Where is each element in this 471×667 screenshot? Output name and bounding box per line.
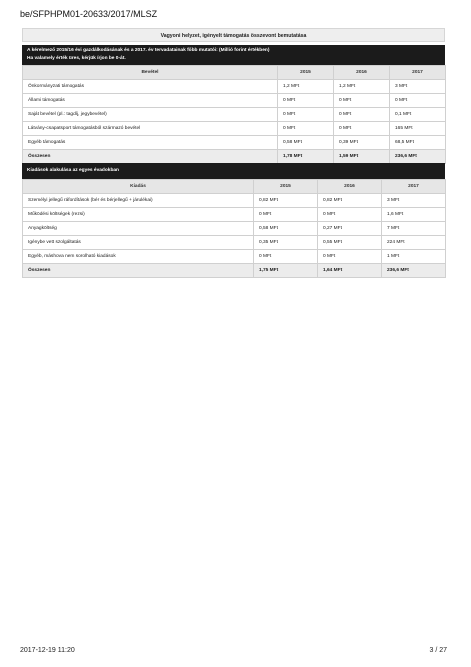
cell-2016: 1,2 MFt — [334, 80, 390, 94]
expense-table — [22, 179, 446, 278]
cell-2016: 0 MFt — [318, 208, 382, 222]
income-header-row — [23, 66, 446, 80]
income-header-line1: A kérelmező 2015/16 évi gazdálkodásának és a 2017. év tervadatainak főbb mutatói: (Millió forint értékben) — [27, 48, 270, 53]
row-label: Egyéb, máshova nem sorolható kiadások — [23, 250, 254, 264]
total-2015: 1,75 MFt — [254, 264, 318, 278]
income-col-2017: 2017 — [390, 66, 446, 80]
table-row — [23, 222, 446, 236]
cell-2015: 0,58 MFt — [278, 136, 334, 150]
cell-2015: 0 MFt — [278, 108, 334, 122]
cell-2016: 0,27 MFt — [318, 222, 382, 236]
row-label: Önkormányzati támogatás — [23, 80, 278, 94]
table-row — [23, 250, 446, 264]
cell-2017: 165 MFt — [390, 122, 446, 136]
row-label: Egyéb támogatás — [23, 136, 278, 150]
cell-2017: 3 MFt — [382, 194, 446, 208]
row-label: Állami támogatás — [23, 94, 278, 108]
cell-2017: 68,5 MFt — [390, 136, 446, 150]
table-row — [23, 236, 446, 250]
table-row — [23, 94, 446, 108]
table-row — [23, 108, 446, 122]
income-header-line2: Ha valamely érték üres, kérjük írjon be 0-át. — [27, 56, 126, 61]
cell-2016: 0,55 MFt — [318, 236, 382, 250]
cell-2015: 1,2 MFt — [278, 80, 334, 94]
cell-2015: 0,58 MFt — [254, 222, 318, 236]
income-col-label: Bevétel — [23, 66, 278, 80]
row-label: Látvány-csapatsport támogatásból származó bevétel — [23, 122, 278, 136]
expense-block — [22, 163, 445, 278]
total-2016: 1,64 MFt — [318, 264, 382, 278]
cell-2017: 224 MFt — [382, 236, 446, 250]
cell-2017: 1 MFt — [382, 250, 446, 264]
page-number: 3 / 27 — [429, 647, 447, 654]
cell-2017: 1,6 MFt — [382, 208, 446, 222]
expense-col-2015: 2015 — [254, 180, 318, 194]
cell-2017: 0,1 MFt — [390, 108, 446, 122]
cell-2017: 0 MFt — [390, 94, 446, 108]
total-2017: 236,6 MFt — [382, 264, 446, 278]
income-total-row — [23, 150, 446, 164]
row-label: Saját bevétel (pl.: tagdíj, jegybevétel) — [23, 108, 278, 122]
cell-2015: 0,35 MFt — [254, 236, 318, 250]
table-row — [23, 136, 446, 150]
cell-2015: 0,82 MFt — [254, 194, 318, 208]
cell-2016: 0,82 MFt — [318, 194, 382, 208]
income-col-2016: 2016 — [334, 66, 390, 80]
footer-date: 2017-12-19 11:20 — [20, 647, 75, 654]
table-row — [23, 122, 446, 136]
section-title: Vagyoni helyzet, igényelt támogatás összevont bemutatása — [22, 28, 445, 42]
cell-2015: 0 MFt — [254, 250, 318, 264]
total-2017: 236,6 MFt — [390, 150, 446, 164]
cell-2017: 7 MFt — [382, 222, 446, 236]
cell-2016: 0 MFt — [334, 108, 390, 122]
row-label: Igénybe vett szolgáltatás — [23, 236, 254, 250]
cell-2016: 0 MFt — [334, 122, 390, 136]
cell-2016: 0,39 MFt — [334, 136, 390, 150]
table-row — [23, 194, 446, 208]
row-label: Anyagköltség — [23, 222, 254, 236]
expense-col-2016: 2016 — [318, 180, 382, 194]
expense-col-2017: 2017 — [382, 180, 446, 194]
expense-header-row — [23, 180, 446, 194]
row-label: Személyi jellegű ráfordítások (bér és bérjellegű + járulékai) — [23, 194, 254, 208]
income-header — [22, 45, 445, 65]
expense-total-row — [23, 264, 446, 278]
total-2016: 1,59 MFt — [334, 150, 390, 164]
row-label: Működési költségek (rezsi) — [23, 208, 254, 222]
total-label: Összesen — [23, 150, 278, 164]
cell-2015: 0 MFt — [278, 122, 334, 136]
cell-2016: 0 MFt — [334, 94, 390, 108]
income-block — [22, 45, 445, 164]
document-id: be/SFPHPM01-20633/2017/MLSZ — [20, 9, 158, 19]
cell-2015: 0 MFt — [278, 94, 334, 108]
table-row — [23, 208, 446, 222]
expense-col-label: Kiadás — [23, 180, 254, 194]
cell-2016: 0 MFt — [318, 250, 382, 264]
cell-2017: 3 MFt — [390, 80, 446, 94]
cell-2015: 0 MFt — [254, 208, 318, 222]
income-table — [22, 65, 446, 164]
income-col-2015: 2015 — [278, 66, 334, 80]
table-row — [23, 80, 446, 94]
total-label: Összesen — [23, 264, 254, 278]
total-2015: 1,78 MFt — [278, 150, 334, 164]
expense-header: Kiadások alakulása az egyes évadokban — [22, 163, 445, 179]
